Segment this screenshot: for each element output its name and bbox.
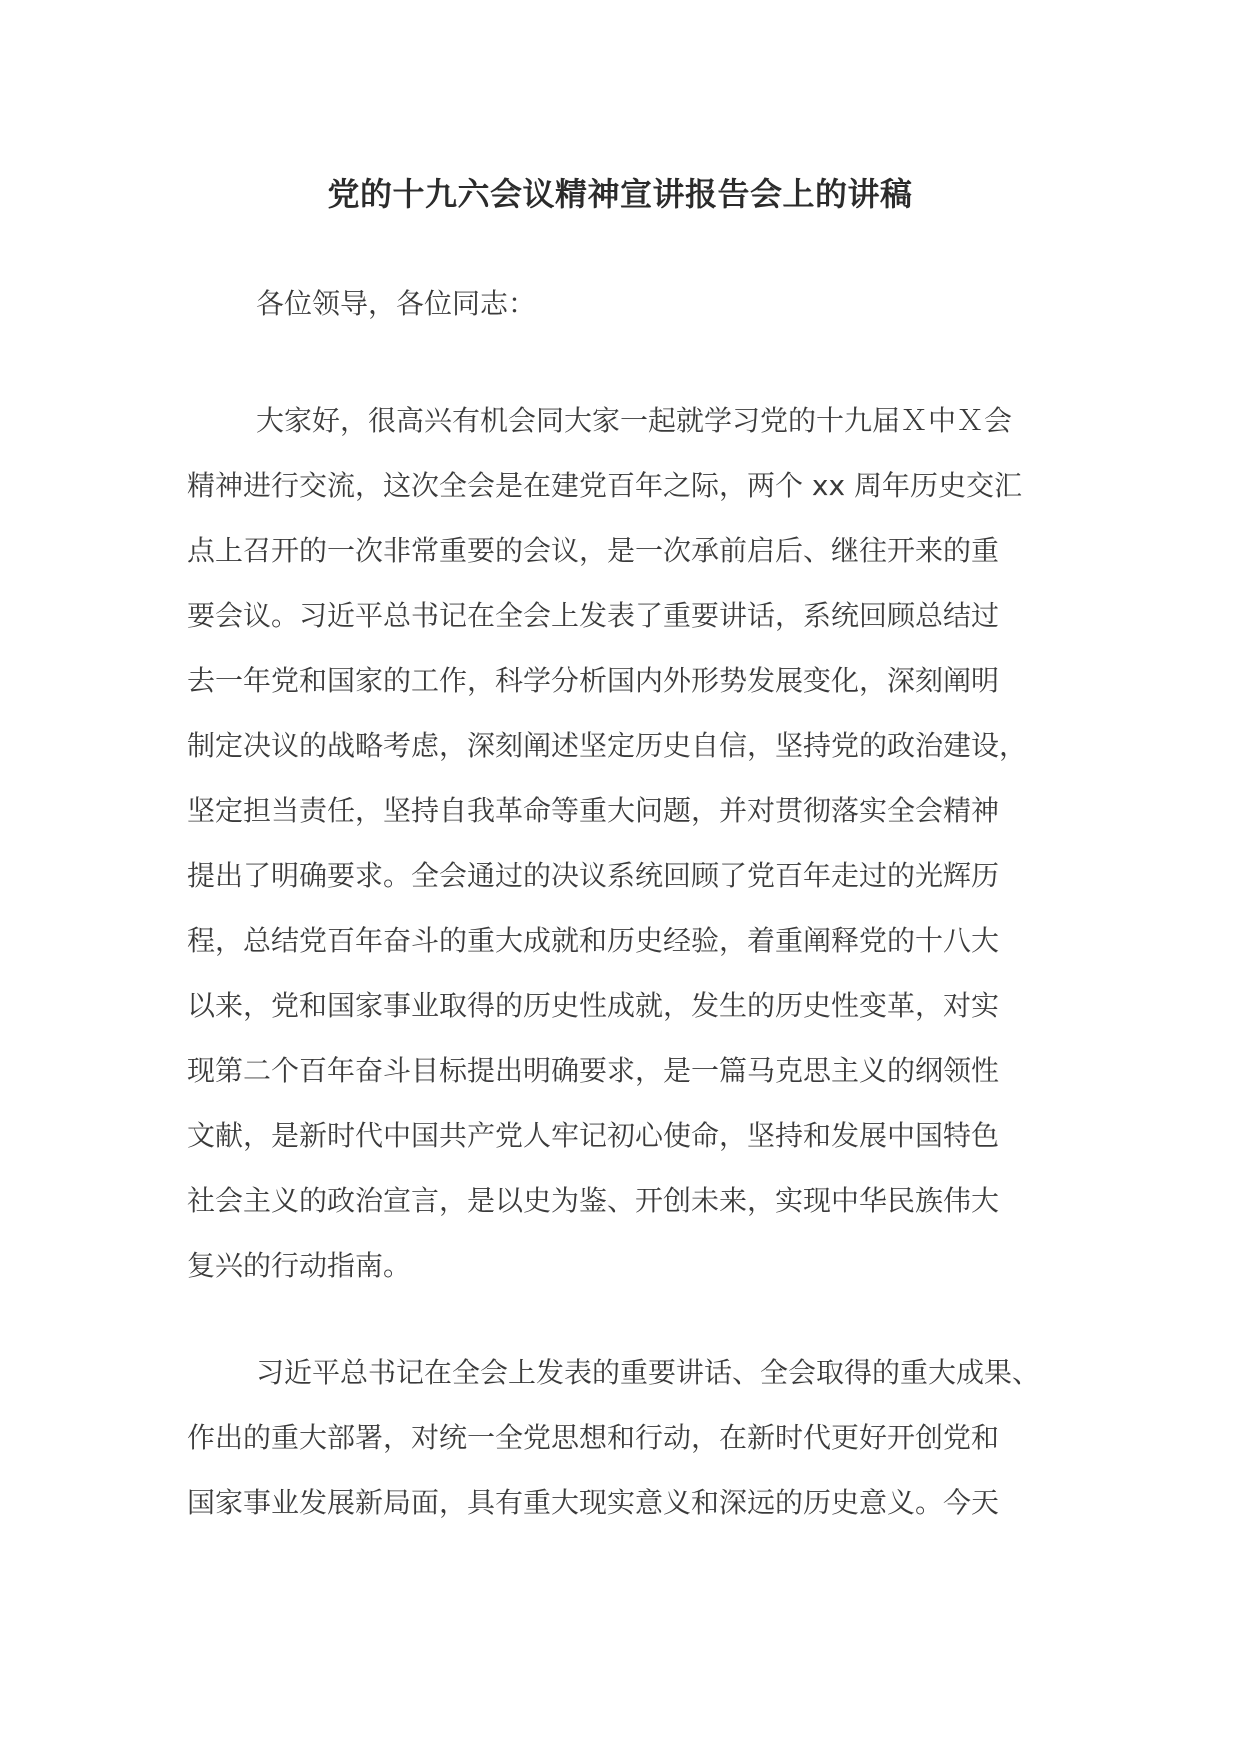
paragraph-line: 点上召开的一次非常重要的会议，是一次承前启后、继往开来的重 <box>187 534 1000 567</box>
paragraph-line: 现第二个百年奋斗目标提出明确要求，是一篇马克思主义的纲领性 <box>187 1054 1000 1087</box>
paragraph-line: 复兴的行动指南。 <box>187 1249 412 1282</box>
paragraph-line: 文献，是新时代中国共产党人牢记初心使命，坚持和发展中国特色 <box>187 1119 1000 1152</box>
paragraph-line: 作出的重大部署，对统一全党思想和行动，在新时代更好开创党和 <box>187 1421 1000 1454</box>
paragraph-line: 社会主义的政治宣言，是以史为鉴、开创未来，实现中华民族伟大 <box>187 1184 1000 1217</box>
paragraph-line: 要会议。习近平总书记在全会上发表了重要讲话，系统回顾总结过 <box>187 599 1000 632</box>
paragraph-line: 制定决议的战略考虑，深刻阐述坚定历史自信，坚持党的政治建设， <box>187 729 1028 762</box>
paragraph-line: 去一年党和国家的工作，科学分析国内外形势发展变化，深刻阐明 <box>187 664 1000 697</box>
paragraph-2 <box>187 1340 1087 1535</box>
document-title: 党的十九六会议精神宣讲报告会上的讲稿 <box>327 175 913 213</box>
salutation: 各位领导，各位同志： <box>256 287 537 320</box>
paragraph-line: 国家事业发展新局面，具有重大现实意义和深远的历史意义。今天 <box>187 1486 1000 1519</box>
paragraph-1 <box>187 388 1087 1298</box>
paragraph-line: 习近平总书记在全会上发表的重要讲话、全会取得的重大成果、 <box>256 1356 1041 1389</box>
paragraph-line: 大家好，很高兴有机会同大家一起就学习党的十九届Ｘ中Ｘ会 <box>256 404 1013 437</box>
paragraph-line: 程，总结党百年奋斗的重大成就和历史经验，着重阐释党的十八大 <box>187 924 1000 957</box>
paragraph-line: 提出了明确要求。全会通过的决议系统回顾了党百年走过的光辉历 <box>187 859 1000 892</box>
paragraph-line: 精神进行交流，这次全会是在建党百年之际，两个 xx 周年历史交汇 <box>187 469 1022 502</box>
paragraph-line: 坚定担当责任，坚持自我革命等重大问题，并对贯彻落实全会精神 <box>187 794 1000 827</box>
paragraph-line: 以来，党和国家事业取得的历史性成就，发生的历史性变革，对实 <box>187 989 1000 1022</box>
